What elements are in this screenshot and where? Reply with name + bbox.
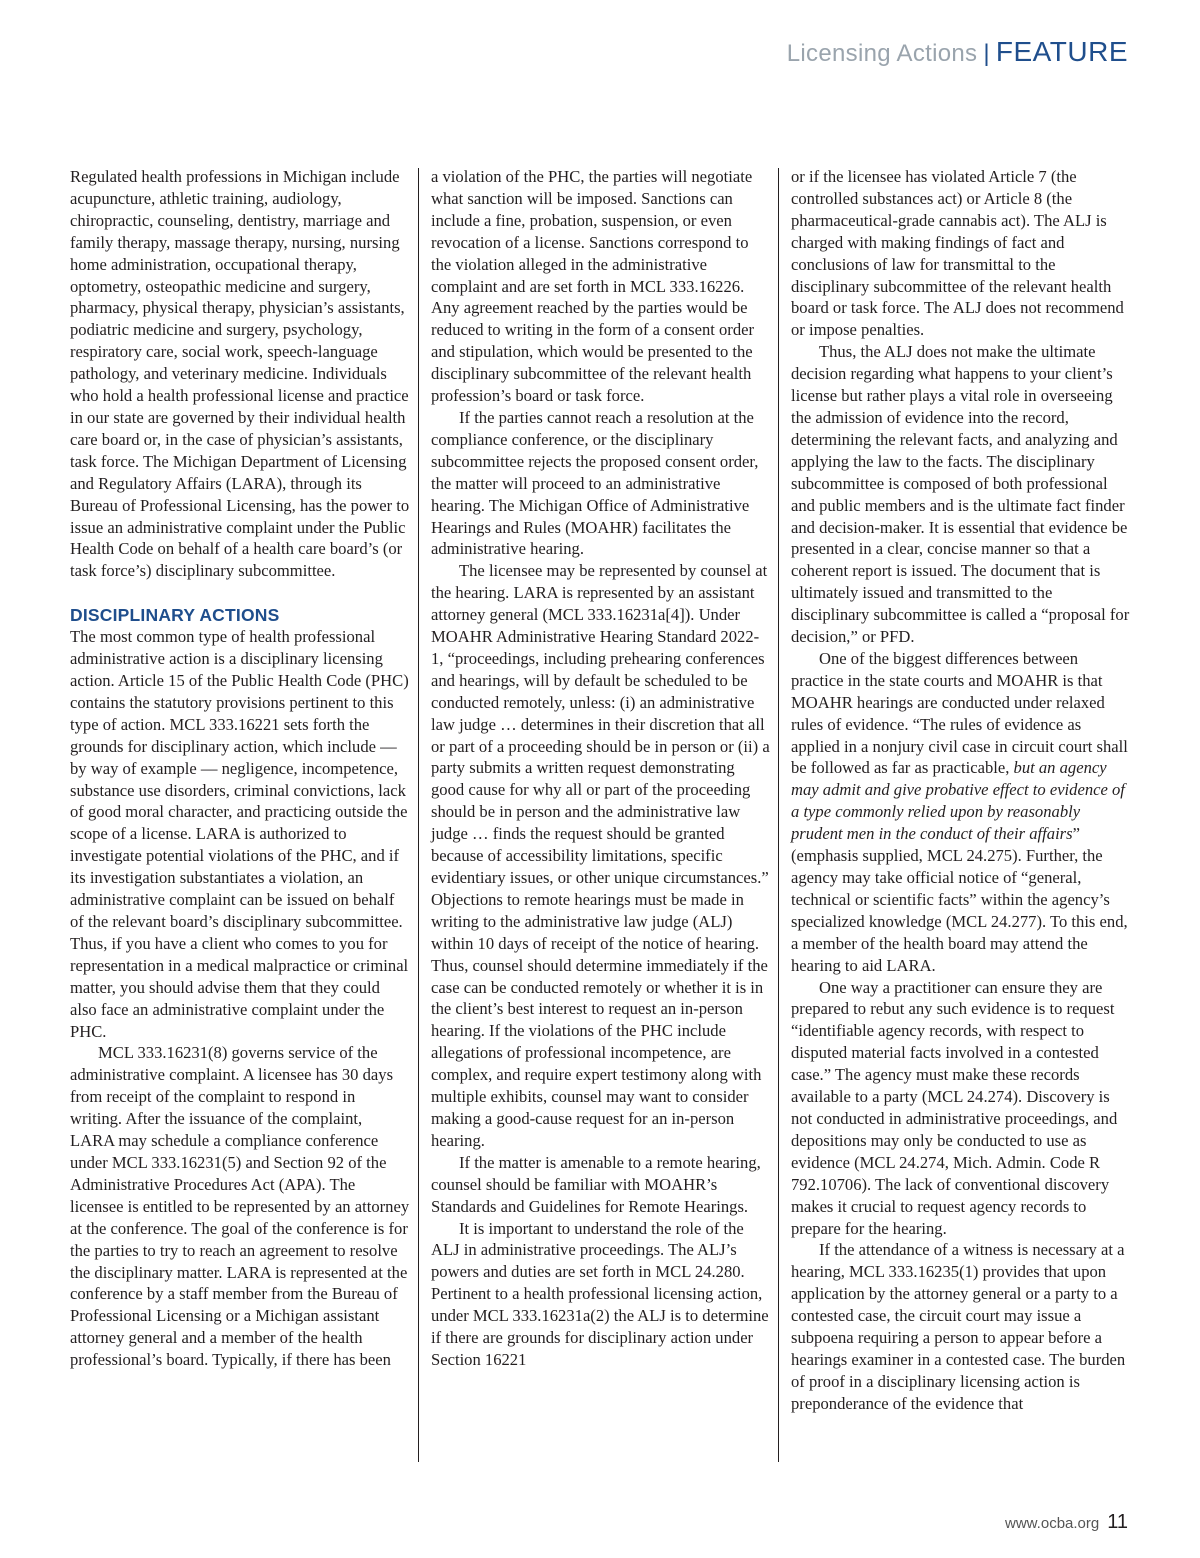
col3-paragraph-3-emphasis: but an agency may admit and give probative effect to evidence of a type commonly relied upon by reasonably prudent men in the conduct of their affairs xyxy=(791,758,1125,844)
col2-paragraph-1: a violation of the PHC, the parties will negotiate what sanction will be imposed. Sanctions can include a fine, probation, suspension, or even revocation of a license. Sanctions correspond to the violation alleged in the administrative complaint and are set forth in MCL 333.16226. Any agreement reached by the parties would be reduced to writing in the form of a consent order and stipulation, which would be presented to the disciplinary subcommittee of the relevant health profession’s board or task force. xyxy=(431,167,755,406)
col3-paragraph-3-part-b: ” (emphasis supplied, MCL 24.275). Further, the agency may take official notice of “general, technical or scientific facts” within the agency’s specialized knowledge (MCL 24.277). To this end, a member of the health board may attend the hearing to aid LARA. xyxy=(791,824,1128,975)
column-3 xyxy=(791,166,1131,1415)
col1-paragraph-2: The most common type of health professional administrative action is a disciplinary licensing action. Article 15 of the Public Health Code (PHC) contains the statutory provisions pertinent to this type of action. MCL 333.16221 sets forth the grounds for disciplinary action, which include — by way of example — negligence, incompetence, substance use disorders, criminal convictions, lack of good moral character, and practicing outside the scope of a license. LARA is authorized to investigate potential violations of the PHC, and if its investigation substantiates a violation, an administrative complaint can be issued on behalf of the relevant board’s disciplinary subcommittee. Thus, if you have a client who comes to you for representation in a medical malpractice or criminal matter, you should advise them that they could also face an administrative complaint under the PHC. xyxy=(70,627,409,1041)
col2-paragraph-3: The licensee may be represented by counsel at the hearing. LARA is represented by an assistant attorney general (MCL 333.16231a[4]). Under MOAHR Administrative Hearing Standard 2022-1, “proceedings, including prehearing conferences and hearings, will by default be scheduled to be conducted remotely, unless: (i) an administrative law judge … determines in their discretion that all or part of a proceeding should be in person or (ii) a party submits a written request demonstrating good cause for why all or part of the proceeding should be in person and the administrative law judge … finds the request should be granted because of accessibility limitations, specific evidentiary issues, or other unique circumstances.” Objections to remote hearings must be made in writing to the administrative law judge (ALJ) within 10 days of receipt of the notice of hearing. Thus, counsel should determine immediately if the case can be conducted remotely or whether it is in the client’s best interest to request an in-person hearing. If the violations of the PHC include allegations of professional incompetence, are complex, and require expert testimony along with multiple exhibits, counsel may want to consider making a good-cause request for an in-person hearing. xyxy=(431,561,770,1150)
column-divider-1 xyxy=(418,168,419,1462)
col1-paragraph-3: MCL 333.16231(8) governs service of the administrative complaint. A licensee has 30 days from receipt of the complaint to respond in writing. After the issuance of the complaint, LARA may schedule a compliance conference under MCL 333.16231(5) and Section 92 of the Administrative Procedures Act (APA). The licensee is entitled to be represented by an attorney at the conference. The goal of the conference is for the parties to try to reach an agreement to resolve the disciplinary matter. LARA is represented at the conference by a staff member from the Bureau of Professional Licensing or a Michigan assistant attorney general and a member of the health professional’s board. Typically, if there has been xyxy=(70,1043,410,1370)
section-heading: DISCIPLINARY ACTIONS xyxy=(70,605,280,626)
running-header xyxy=(787,36,1128,68)
column-divider-2 xyxy=(778,168,779,1462)
col2-paragraph-5: It is important to understand the role of the ALJ in administrative proceedings. The ALJ’s powers and duties are set forth in MCL 24.280. Pertinent to a health professional licensing action, under MCL 333.16231a(2) the ALJ is to determine if there are grounds for disciplinary action under Section 16221 xyxy=(431,1218,769,1369)
col3-paragraph-3-part-a: One of the biggest differences between practice in the state courts and MOAHR is that MOAHR hearings are conducted under relaxed rules of evidence. “The rules of evidence as applied in a nonjury civil case in circuit court shall be followed as far as practicable, xyxy=(791,648,1128,778)
column-2 xyxy=(431,166,771,1371)
header-separator: | xyxy=(983,40,990,67)
col1-paragraph-1: Regulated health professions in Michigan include acupuncture, athletic training, audiology, chiropractic, counseling, dentistry, marriage and family therapy, massage therapy, nursing, nursing home administration, occupational therapy, optometry, osteopathic medicine and surgery, pharmacy, physical therapy, physician’s assistants, podiatric medicine and surgery, psychology, respiratory care, social work, speech-language pathology, and veterinary medicine. Individuals who hold a health professional license and practice in our state are governed by their individual health care board or, in the case of physician’s assistants, task force. The Michigan Department of Licensing and Regulatory Affairs (LARA), through its Bureau of Professional Licensing, has the power to issue an administrative complaint under the Public Health Code on behalf of a health care board’s (or task force’s) disciplinary subcommittee. xyxy=(70,167,410,581)
col3-paragraph-5: If the attendance of a witness is necessary at a hearing, MCL 333.16235(1) provides that upon application by the attorney general or a party to a contested case, the circuit court may issue a subpoena requiring a person to appear before a hearings examiner in a contested case. The burden of proof in a disciplinary licensing action is preponderance of the evidence that xyxy=(791,1240,1126,1413)
col2-paragraph-2: If the parties cannot reach a resolution at the compliance conference, or the disciplinary subcommittee rejects the proposed consent order, the matter will proceed to an administrative hearing. The Michigan Office of Administrative Hearings and Rules (MOAHR) facilitates the administrative hearing. xyxy=(431,407,759,559)
col3-paragraph-1: or if the licensee has violated Article 7 (the controlled substances act) or Article 8 (the pharmaceutical-grade cannabis act). The ALJ is charged with making findings of fact and conclusions of law for transmittal to the disciplinary subcommittee of the relevant health board or task force. The ALJ does not recommend or impose penalties. xyxy=(791,167,1124,340)
page-number: 11 xyxy=(1107,1511,1128,1533)
col3-paragraph-4: One way a practitioner can ensure they are prepared to rebut any such evidence is to request “identifiable agency records, with respect to disputed material facts involved in a contested case.” The agency must make these records available to a party (MCL 24.274). Discovery is not conducted in administrative proceedings, and depositions may only be conducted to use as evidence (MCL 24.274, Mich. Admin. Code R 792.10706). The lack of conventional discovery makes it crucial to request agency records to prepare for the hearing. xyxy=(791,977,1118,1238)
footer-url: www.ocba.org xyxy=(1005,1515,1100,1532)
column-1 xyxy=(70,166,410,1371)
page-footer xyxy=(1005,1511,1128,1534)
col3-paragraph-2: Thus, the ALJ does not make the ultimate decision regarding what happens to your client’s license but rather plays a vital role in overseeing the admission of evidence into the record, determining the relevant facts, and analyzing and applying the law to the facts. The disciplinary subcommittee is composed of both professional and public members and is the ultimate fact finder and decision-maker. It is essential that evidence be presented in a clear, concise manner so that a coherent report is issued. The document that is ultimately issued and transmitted to the disciplinary subcommittee is called a “proposal for decision,” or PFD. xyxy=(791,342,1130,647)
col2-paragraph-4: If the matter is amenable to a remote hearing, counsel should be familiar with MOAHR’s Standards and Guidelines for Remote Hearings. xyxy=(431,1152,761,1216)
header-section: Licensing Actions xyxy=(786,40,978,67)
header-feature: FEATURE xyxy=(995,36,1128,67)
col3-paragraph-3 xyxy=(791,648,1131,977)
